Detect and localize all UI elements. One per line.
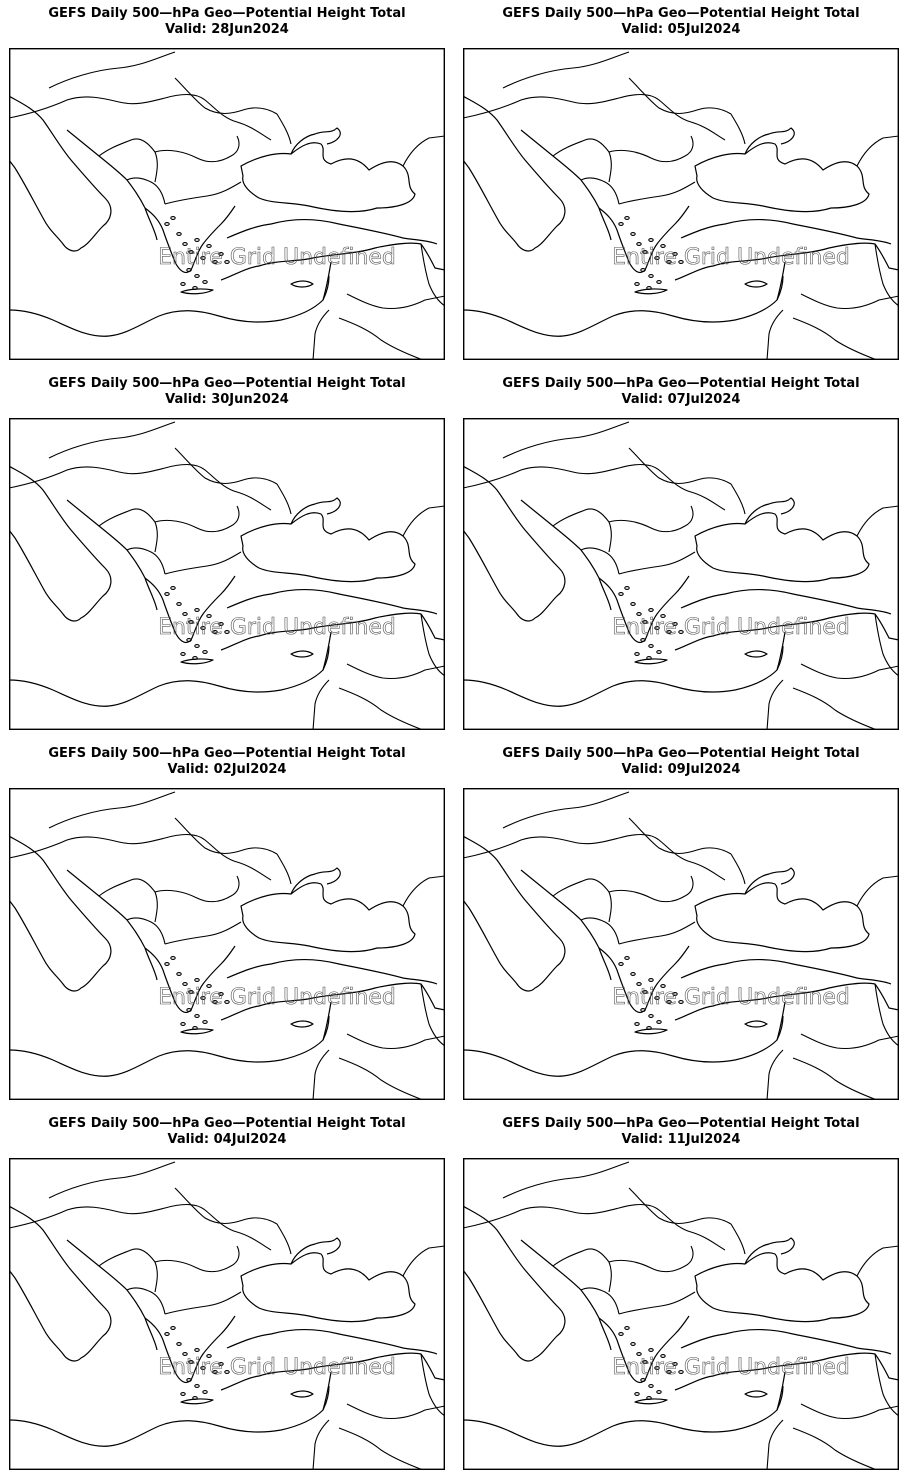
border-line (313, 664, 445, 730)
cyprus-island (745, 1391, 767, 1397)
adriatic-east-coastline (67, 500, 157, 610)
border-line (175, 448, 291, 514)
aegean-island (195, 645, 199, 648)
crimea-coastline (745, 498, 794, 524)
aegean-island (177, 973, 181, 976)
north-africa-coastline (463, 1016, 783, 1076)
panel-title-text: GEFS Daily 500—hPa Geo—Potential Height Total (48, 1116, 406, 1131)
crimea-coastline (291, 868, 340, 894)
map-area (463, 1158, 899, 1470)
border-line (99, 136, 239, 182)
map-panel-07jul2024 (454, 370, 908, 740)
italy-coastline (463, 96, 565, 251)
border-line (857, 136, 899, 306)
adriatic-east-coastline (521, 1240, 611, 1350)
italy-coastline (9, 96, 111, 251)
border-line (857, 1246, 899, 1416)
aegean-island (195, 239, 199, 242)
panel-valid-date: Valid: 09Jul2024 (621, 762, 741, 777)
crete-island (181, 1399, 213, 1404)
map-panel-28jun2024 (0, 0, 454, 370)
aegean-island (181, 283, 185, 286)
map-panel-30jun2024 (0, 370, 454, 740)
aegean-island (171, 587, 175, 590)
map-panel-02jul2024 (0, 740, 454, 1110)
black-sea-coastline (241, 143, 415, 212)
panel-title-text: GEFS Daily 500—hPa Geo—Potential Height Total (502, 6, 860, 21)
panel-valid-date: Valid: 04Jul2024 (167, 1132, 287, 1147)
aegean-island (203, 1391, 207, 1394)
italy-coastline (9, 466, 111, 621)
aegean-island (649, 1349, 653, 1352)
map-panel-11jul2024 (454, 1110, 908, 1480)
map-panel-05jul2024 (454, 0, 908, 370)
crimea-coastline (745, 868, 794, 894)
aegean-island (657, 1021, 661, 1024)
entire-grid-undefined-watermark: Entire Grid Undefined (158, 1355, 396, 1380)
panel-title (454, 6, 908, 38)
aegean-island (657, 651, 661, 654)
north-africa-coastline (9, 646, 329, 706)
map-area (9, 788, 445, 1100)
map-area (9, 48, 445, 360)
panel-title (0, 6, 454, 38)
black-sea-coastline (241, 883, 415, 952)
panel-valid-date: Valid: 30Jun2024 (165, 392, 289, 407)
panel-title-text: GEFS Daily 500—hPa Geo—Potential Height Total (48, 6, 406, 21)
entire-grid-undefined-watermark: Entire Grid Undefined (158, 985, 396, 1010)
border-line (127, 178, 241, 204)
border-line (313, 1404, 445, 1470)
panel-title (0, 1116, 454, 1148)
aegean-island (657, 281, 661, 284)
aegean-island (635, 653, 639, 656)
crimea-coastline (291, 128, 340, 154)
border-line (175, 818, 291, 884)
panel-title-text: GEFS Daily 500—hPa Geo—Potential Height Total (48, 376, 406, 391)
map-panel-09jul2024 (454, 740, 908, 1110)
border-line (313, 294, 445, 360)
map-frame (10, 49, 445, 360)
border-line (175, 1188, 291, 1254)
north-africa-coastline (9, 276, 329, 336)
aegean-island (181, 653, 185, 656)
aegean-island (631, 233, 635, 236)
aegean-island (165, 963, 169, 966)
aegean-island (635, 1023, 639, 1026)
entire-grid-undefined-watermark: Entire Grid Undefined (158, 245, 396, 270)
north-africa-coastline (463, 1386, 783, 1446)
crimea-coastline (291, 498, 340, 524)
entire-grid-undefined-watermark: Entire Grid Undefined (612, 1355, 850, 1380)
border-line (857, 876, 899, 1046)
aegean-island (177, 233, 181, 236)
border-line (629, 78, 745, 144)
border-line (767, 664, 899, 730)
italy-coastline (9, 1206, 111, 1361)
map-panel-04jul2024 (0, 1110, 454, 1480)
entire-grid-undefined-watermark: Entire Grid Undefined (612, 615, 850, 640)
aegean-island (195, 979, 199, 982)
cyprus-island (745, 1021, 767, 1027)
cyprus-island (291, 1391, 313, 1397)
adriatic-east-coastline (67, 870, 157, 980)
aegean-island (625, 957, 629, 960)
border-line (127, 548, 241, 574)
map-area (463, 788, 899, 1100)
map-frame (10, 419, 445, 730)
black-sea-coastline (241, 513, 415, 582)
aegean-island (635, 1393, 639, 1396)
border-line (629, 448, 745, 514)
border-line (99, 506, 239, 552)
aegean-island (203, 651, 207, 654)
border-line (581, 918, 695, 944)
aegean-island (181, 1023, 185, 1026)
crete-island (635, 1029, 667, 1034)
map-frame (10, 1159, 445, 1470)
panel-title-text: GEFS Daily 500—hPa Geo—Potential Height Total (502, 746, 860, 761)
aegean-island (177, 1343, 181, 1346)
border-line (767, 1404, 899, 1470)
aegean-island (195, 609, 199, 612)
crete-island (181, 289, 213, 294)
aegean-island (171, 1327, 175, 1330)
adriatic-east-coastline (521, 130, 611, 240)
aegean-island (635, 283, 639, 286)
cyprus-island (745, 651, 767, 657)
aegean-island (649, 1015, 653, 1018)
aegean-island (171, 957, 175, 960)
border-line (581, 178, 695, 204)
crete-island (181, 1029, 213, 1034)
map-frame (10, 789, 445, 1100)
adriatic-east-coastline (521, 870, 611, 980)
italy-coastline (463, 466, 565, 621)
entire-grid-undefined-watermark: Entire Grid Undefined (612, 245, 850, 270)
border-line (313, 1034, 445, 1100)
border-line (403, 876, 445, 1046)
border-line (553, 136, 693, 182)
cyprus-island (745, 281, 767, 287)
panel-title (0, 746, 454, 778)
border-line (629, 818, 745, 884)
aegean-island (649, 609, 653, 612)
map-frame (464, 789, 899, 1100)
crimea-coastline (745, 128, 794, 154)
aegean-island (195, 1349, 199, 1352)
north-africa-coastline (463, 646, 783, 706)
map-area (463, 48, 899, 360)
aegean-island (649, 275, 653, 278)
adriatic-east-coastline (67, 1240, 157, 1350)
aegean-island (165, 1333, 169, 1336)
aegean-island (165, 593, 169, 596)
north-africa-coastline (9, 1386, 329, 1446)
panel-title (454, 376, 908, 408)
panel-title-text: GEFS Daily 500—hPa Geo—Potential Height Total (48, 746, 406, 761)
map-frame (464, 1159, 899, 1470)
border-line (403, 506, 445, 676)
map-area (463, 418, 899, 730)
border-line (127, 1288, 241, 1314)
panel-title-text: GEFS Daily 500—hPa Geo—Potential Height Total (502, 1116, 860, 1131)
crete-island (635, 289, 667, 294)
crimea-coastline (291, 1238, 340, 1264)
aegean-island (195, 1015, 199, 1018)
panel-valid-date: Valid: 07Jul2024 (621, 392, 741, 407)
border-line (553, 506, 693, 552)
map-area (9, 1158, 445, 1470)
aegean-island (631, 973, 635, 976)
panel-title-text: GEFS Daily 500—hPa Geo—Potential Height Total (502, 376, 860, 391)
black-sea-coastline (695, 883, 869, 952)
aegean-island (203, 1021, 207, 1024)
italy-coastline (9, 836, 111, 991)
border-line (767, 1034, 899, 1100)
border-line (629, 1188, 745, 1254)
black-sea-coastline (695, 513, 869, 582)
border-line (99, 876, 239, 922)
aegean-island (177, 603, 181, 606)
cyprus-island (291, 281, 313, 287)
entire-grid-undefined-watermark: Entire Grid Undefined (612, 985, 850, 1010)
entire-grid-undefined-watermark: Entire Grid Undefined (158, 615, 396, 640)
aegean-island (631, 603, 635, 606)
north-africa-coastline (463, 276, 783, 336)
border-line (175, 78, 291, 144)
crimea-coastline (745, 1238, 794, 1264)
cyprus-island (291, 1021, 313, 1027)
cyprus-island (291, 651, 313, 657)
aegean-island (619, 593, 623, 596)
aegean-island (649, 1385, 653, 1388)
aegean-island (171, 217, 175, 220)
aegean-island (649, 979, 653, 982)
black-sea-coastline (695, 1253, 869, 1322)
aegean-island (619, 1333, 623, 1336)
aegean-island (195, 275, 199, 278)
north-africa-coastline (9, 1016, 329, 1076)
panel-title (454, 1116, 908, 1148)
aegean-island (649, 645, 653, 648)
border-line (553, 876, 693, 922)
aegean-island (649, 239, 653, 242)
border-line (581, 1288, 695, 1314)
adriatic-east-coastline (521, 500, 611, 610)
aegean-island (203, 281, 207, 284)
crete-island (635, 659, 667, 664)
panel-title (454, 746, 908, 778)
aegean-island (625, 587, 629, 590)
border-line (857, 506, 899, 676)
panel-valid-date: Valid: 05Jul2024 (621, 22, 741, 37)
border-line (553, 1246, 693, 1292)
aegean-island (195, 1385, 199, 1388)
border-line (127, 918, 241, 944)
border-line (403, 1246, 445, 1416)
panel-valid-date: Valid: 28Jun2024 (165, 22, 289, 37)
adriatic-east-coastline (67, 130, 157, 240)
map-frame (464, 49, 899, 360)
crete-island (181, 659, 213, 664)
border-line (99, 1246, 239, 1292)
aegean-island (631, 1343, 635, 1346)
border-line (767, 294, 899, 360)
italy-coastline (463, 836, 565, 991)
aegean-island (619, 963, 623, 966)
map-frame (464, 419, 899, 730)
aegean-island (625, 1327, 629, 1330)
border-line (403, 136, 445, 306)
map-area (9, 418, 445, 730)
black-sea-coastline (695, 143, 869, 212)
panel-valid-date: Valid: 11Jul2024 (621, 1132, 741, 1147)
aegean-island (619, 223, 623, 226)
black-sea-coastline (241, 1253, 415, 1322)
aegean-island (181, 1393, 185, 1396)
panel-title (0, 376, 454, 408)
aegean-island (625, 217, 629, 220)
aegean-island (657, 1391, 661, 1394)
panel-valid-date: Valid: 02Jul2024 (167, 762, 287, 777)
aegean-island (165, 223, 169, 226)
italy-coastline (463, 1206, 565, 1361)
crete-island (635, 1399, 667, 1404)
border-line (581, 548, 695, 574)
